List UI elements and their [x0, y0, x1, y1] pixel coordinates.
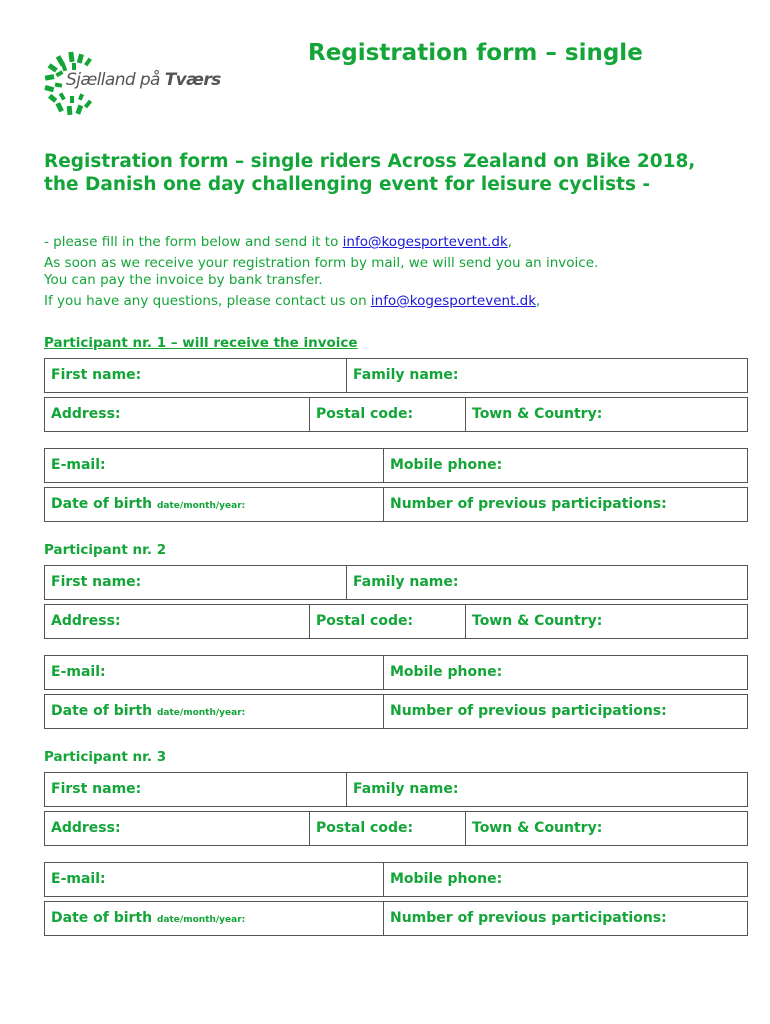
page-title: Registration form – single [308, 40, 643, 66]
town-country-field[interactable]: Town & Country: [465, 605, 747, 638]
logo-text: Sjælland på Tværs [66, 70, 221, 90]
main-heading [44, 150, 744, 196]
town-country-field[interactable]: Town & Country: [465, 398, 747, 431]
heading-line-2: the Danish one day challenging event for leisure cyclists - [44, 174, 651, 195]
intro-line-2: As soon as we receive your registration form by mail, we will send you an invoice. You can pay the invoice by bank transfer. [44, 255, 599, 288]
previous-participations-field[interactable]: Number of previous participations: [383, 695, 747, 728]
dob-row [44, 901, 748, 936]
postal-code-field[interactable]: Postal code: [309, 605, 465, 638]
previous-participations-field[interactable]: Number of previous participations: [383, 902, 747, 935]
intro-line-4: If you have any questions, please contact us on info@kogesportevent.dk, [44, 293, 541, 309]
contact-row [44, 862, 748, 897]
name-row [44, 565, 748, 600]
date-of-birth-field[interactable]: Date of birth date/month/year: [51, 496, 246, 512]
previous-participations-field[interactable]: Number of previous participations: [383, 488, 747, 521]
address-row [44, 397, 748, 432]
participant-title: Participant nr. 2 [44, 542, 167, 558]
contact-row [44, 655, 748, 690]
dob-row [44, 694, 748, 729]
email-link[interactable]: info@kogesportevent.dk [370, 293, 537, 309]
first-name-field[interactable]: First name: [51, 574, 142, 590]
name-row [44, 358, 748, 393]
family-name-field[interactable]: Family name: [346, 773, 747, 806]
date-of-birth-field[interactable]: Date of birth date/month/year: [51, 703, 246, 719]
town-country-field[interactable]: Town & Country: [465, 812, 747, 845]
address-row [44, 604, 748, 639]
address-field[interactable]: Address: [51, 406, 121, 422]
contact-row [44, 448, 748, 483]
name-row [44, 772, 748, 807]
intro-text [44, 234, 744, 310]
participant-2-section [44, 541, 748, 729]
first-name-field[interactable]: First name: [51, 781, 142, 797]
participant-3-section [44, 748, 748, 936]
participant-1-section [44, 334, 748, 522]
participant-title: Participant nr. 1 – will receive the invoice [44, 335, 358, 351]
intro-line-1: - please fill in the form below and send it to info@kogesportevent.dk, [44, 234, 513, 250]
mobile-phone-field[interactable]: Mobile phone: [383, 449, 747, 482]
email-link[interactable]: info@kogesportevent.dk [342, 234, 508, 250]
address-field[interactable]: Address: [51, 820, 121, 836]
mobile-phone-field[interactable]: Mobile phone: [383, 863, 747, 896]
postal-code-field[interactable]: Postal code: [309, 812, 465, 845]
participant-title: Participant nr. 3 [44, 749, 167, 765]
first-name-field[interactable]: First name: [51, 367, 142, 383]
email-field[interactable]: E-mail: [51, 664, 106, 680]
date-of-birth-field[interactable]: Date of birth date/month/year: [51, 910, 246, 926]
family-name-field[interactable]: Family name: [346, 566, 747, 599]
family-name-field[interactable]: Family name: [346, 359, 747, 392]
logo [42, 50, 227, 116]
dob-row [44, 487, 748, 522]
address-row [44, 811, 748, 846]
heading-line-1: Registration form – single riders Across Zealand on Bike 2018, [44, 151, 696, 172]
postal-code-field[interactable]: Postal code: [309, 398, 465, 431]
mobile-phone-field[interactable]: Mobile phone: [383, 656, 747, 689]
email-field[interactable]: E-mail: [51, 457, 106, 473]
email-field[interactable]: E-mail: [51, 871, 106, 887]
address-field[interactable]: Address: [51, 613, 121, 629]
